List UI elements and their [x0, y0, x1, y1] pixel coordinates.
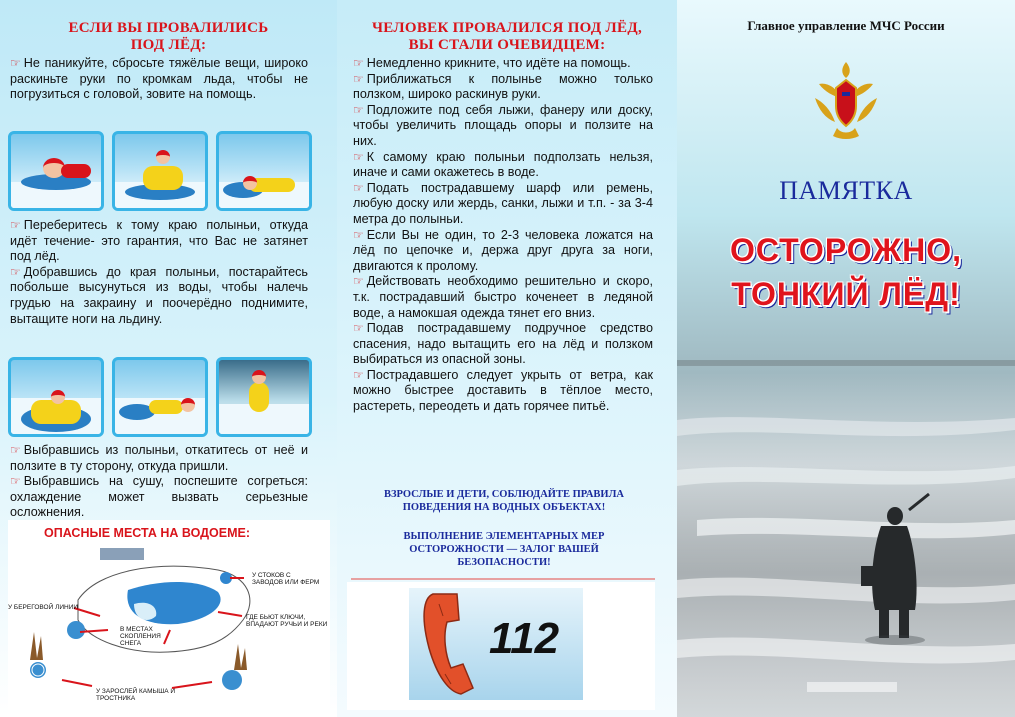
illustration-row-1: [8, 131, 312, 211]
phone-handset-icon: [415, 588, 495, 700]
hand-pointer-icon: ☞: [10, 264, 21, 279]
middle-paragraph-3: ☞ Подложите под себя лыжи, фанеру или доску, чтобы увеличить площадь опоры и ползите на них.: [353, 102, 653, 148]
hand-pointer-icon: ☞: [353, 71, 364, 86]
left-paragraph-1: ☞ Не паникуйте, сбросьте тяжёлые вещи, широко раскиньте руки по кромкам льда, чтобы не погрузиться с головой, зовите на помощь.: [10, 56, 308, 102]
left-paragraph-2: ☞ Переберитесь к тому краю полыньи, откуда идёт течение- это гарантия, что Вас не затянет под лёд.: [10, 218, 308, 264]
map-label-plants: У СТОКОВ С ЗАВОДОВ ИЛИ ФЕРМ: [252, 572, 320, 586]
left-text-block-1: [10, 56, 308, 103]
emergency-number: 112: [489, 614, 560, 663]
illustration-row-2: [8, 357, 312, 437]
left-paragraph-3: ☞ Добравшись до края полыньи, постарайтесь побольше высунуться из воды, чтобы налечь грудью на закраину и поочерёдно поднимите, вытащите ноги на льдину.: [10, 264, 308, 326]
hand-pointer-icon: ☞: [10, 56, 21, 70]
left-paragraph-4: ☞ Выбравшись из полыньи, откатитесь от неё и ползите в ту сторону, откуда пришли.: [10, 443, 308, 473]
illustration-spread-arms: [112, 131, 208, 211]
middle-paragraph-6: ☞ Если Вы не один, то 2-3 человека ложатся на лёд по цепочке и, держа друг друга за ноги, двигаются к пролому.: [353, 227, 653, 273]
middle-paragraph-9: ☞ Пострадавшего следует укрыть от ветра, как можно быстрее доставить в тёплое место, растереть, переодеть и дать горячее питьё.: [353, 367, 653, 414]
middle-paragraph-4: ☞ К самому краю полыньи подползать нельзя, иначе и сами окажетесь в воде.: [353, 149, 653, 180]
rules-note: ВЗРОСЛЫЕ И ДЕТИ, СОБЛЮДАЙТЕ ПРАВИЛА ПОВЕДЕНИЯ НА ВОДНЫХ ОБЪЕКТАХ!: [383, 489, 624, 513]
hand-pointer-icon: ☞: [353, 180, 364, 195]
hand-pointer-icon: ☞: [353, 56, 364, 70]
emergency-phone-box: [347, 582, 655, 710]
illustration-leaning-on-edge: [8, 357, 104, 437]
illustration-crawling-out: [112, 357, 208, 437]
cover-title-line-1: ОСТОРОЖНО,: [729, 232, 963, 268]
hand-pointer-icon: ☞: [10, 443, 21, 457]
dangerous-places-map: [8, 520, 330, 710]
mchs-emblem-icon: [811, 58, 881, 142]
middle-paragraph-7: ☞ Действовать необходимо решительно и скоро, т.к. пострадавший быстро коченеет в ледяной воде, а намокшая одежда тянет его вниз.: [353, 274, 653, 320]
middle-paragraph-1: ☞ Немедленно крикните, что идёте на помощь.: [353, 56, 631, 70]
hand-pointer-icon: ☞: [353, 102, 364, 117]
panel-if-fell-through: [0, 0, 337, 717]
hand-pointer-icon: ☞: [353, 149, 364, 164]
map-label-springs: ГДЕ БЬЮТ КЛЮЧИ, ВПАДАЮТ РУЧЬИ И РЕКИ: [246, 614, 328, 628]
middle-paragraph-5: ☞ Подать пострадавшему шарф или ремень, любую доску или жердь, санки, лыжи и т.п. - за 3-4 метра до полыньи.: [353, 180, 653, 226]
safety-note: ВЫПОЛНЕНИЕ ЭЛЕМЕНТАРНЫХ МЕР ОСТОРОЖНОСТИ — ЗАЛОГ ВАШЕЙ БЕЗОПАСНОСТИ!: [403, 531, 605, 568]
hand-pointer-icon: ☞: [353, 321, 364, 336]
left-paragraph-5: ☞ Выбравшись на сушу, поспешите согреться: охлаждение может вызвать серьезные осложнения.: [10, 474, 308, 520]
illustration-lying-on-ice: [216, 131, 312, 211]
map-label-shore: У БЕРЕГОВОЙ ЛИНИИ: [8, 604, 79, 611]
hand-pointer-icon: ☞: [353, 274, 364, 289]
left-title: ЕСЛИ ВЫ ПРОВАЛИЛИСЬ ПОД ЛЁД:: [68, 20, 269, 53]
illustration-walking-away: [216, 357, 312, 437]
illustration-calling-for-help: [8, 131, 104, 211]
left-text-block-3: [10, 443, 308, 521]
cover-title-line-2: ТОНКИЙ ЛЁД!: [731, 276, 961, 312]
map-title: ОПАСНЫЕ МЕСТА НА ВОДОЕМЕ:: [44, 526, 251, 540]
phone-card: [409, 588, 583, 700]
mchs-header: Главное управление МЧС России: [747, 18, 945, 33]
middle-title: ЧЕЛОВЕК ПРОВАЛИЛСЯ ПОД ЛЁД, ВЫ СТАЛИ ОЧЕВИДЦЕМ:: [371, 20, 643, 53]
middle-paragraph-8: ☞ Подав пострадавшему подручное средство спасения, надо вытащить его на лёд и ползком выбираться из опасной зоны.: [353, 321, 653, 367]
middle-text-block: [353, 56, 653, 415]
hand-pointer-icon: ☞: [353, 367, 364, 382]
pamyatka-heading: ПАМЯТКА: [779, 176, 913, 205]
hand-pointer-icon: ☞: [10, 474, 21, 489]
panel-cover: [677, 0, 1015, 717]
hand-pointer-icon: ☞: [10, 218, 21, 232]
hand-pointer-icon: ☞: [353, 227, 364, 242]
panel-witness: [337, 0, 677, 717]
left-text-block-2: [10, 218, 308, 327]
divider: [351, 578, 655, 580]
map-label-reeds: У ЗАРОСЛЕЙ КАМЫША И ТРОСТНИКА: [96, 688, 176, 702]
map-label-snow: В МЕСТАХ СКОПЛЕНИЯ СНЕГА: [120, 626, 161, 647]
middle-paragraph-2: ☞ Приближаться к полынье можно только ползком, широко раскинув руки.: [353, 71, 653, 102]
